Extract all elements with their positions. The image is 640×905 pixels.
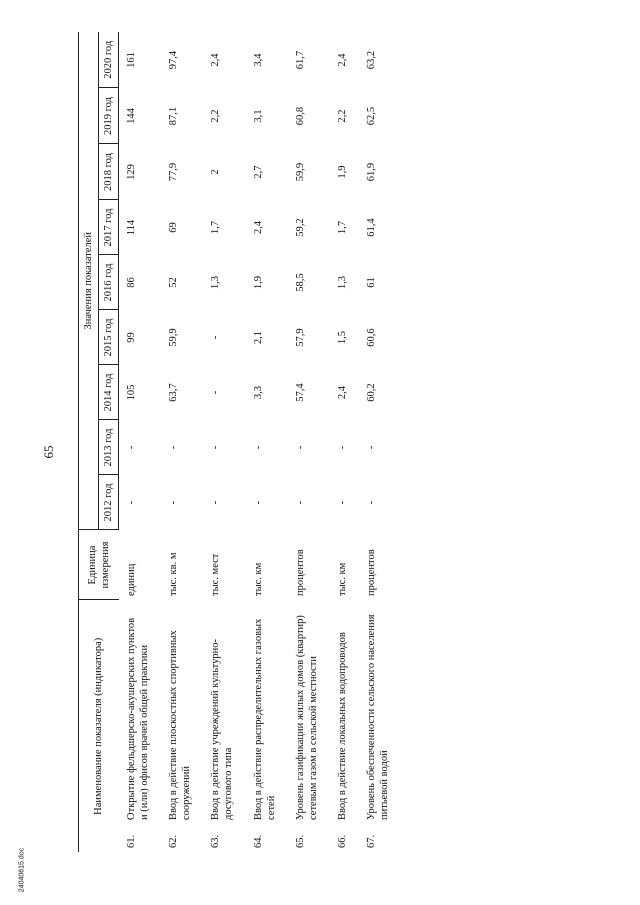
value-cell: - [252,445,264,450]
row-number: 66. [337,834,348,848]
value-cell: 1,9 [252,275,264,290]
value-cell: 86 [126,277,138,288]
value-cell: 57,4 [294,383,306,402]
unit-cell: тыс. км [337,562,348,596]
value-cell: 114 [126,219,138,236]
value-cell: 60,2 [366,383,378,402]
indicator-name: Уровень обеспеченности сельского населения питьевой водой [366,614,391,820]
indicator-name: Ввод в действие локальных водопроводов [337,632,348,820]
value-cell: 2,4 [337,53,348,67]
indicator-name-cell [246,600,288,852]
value-cell: 58,5 [294,273,306,292]
value-cell: 1,3 [210,275,222,290]
header-year: 2013 год [99,420,119,475]
value-cell: 99 [126,332,138,343]
value-cell: 3,1 [252,109,264,123]
header-year: 2014 год [99,365,119,420]
value-cell: 3,4 [252,53,264,67]
value-cell: 2,7 [252,165,264,179]
table-row [246,32,288,852]
value-cell: 59,2 [294,218,306,237]
value-cell: 62,5 [366,106,378,126]
table-row [330,32,359,852]
value-cell: 3,3 [252,385,264,400]
value-cell: 1,3 [337,275,348,290]
value-cell: - [366,445,378,450]
value-cell: 61,7 [294,50,306,70]
value-cell: 2,4 [337,385,348,400]
table-row [288,32,330,852]
value-cell: 2,1 [252,330,264,345]
indicator-name: Ввод в действие плоскостных спортивных сооружений [168,630,193,820]
indicator-name-cell [330,600,359,852]
value-cell: 1,7 [210,220,222,235]
header-year: 2012 год [99,475,119,530]
value-cell: 61,4 [366,218,378,237]
unit-cell: процентов [294,549,306,596]
indicator-name-cell [119,600,161,852]
value-cell: 60,6 [366,328,378,347]
value-cell: - [294,445,306,450]
row-number: 63. [210,834,222,848]
value-cell: 59,9 [168,328,179,347]
value-cell: - [210,335,222,340]
header-year: 2020 год [99,32,119,88]
rotated-table-container [78,32,548,852]
indicator-name: Открытие фельдшерско-акушерских пунктов и (или) офисов врачей общей практики [125,617,150,820]
value-cell: - [210,390,222,395]
header-year: 2019 год [99,88,119,144]
indicator-name-cell [288,600,330,852]
value-cell: 2,4 [252,220,264,235]
value-cell: 2,2 [210,109,222,123]
indicator-name: Уровень газификации жилых домов (квартир) сетевым газом в сельской местности [294,615,319,820]
value-cell: - [126,500,138,505]
indicator-name-cell [359,600,401,852]
value-cell: 69 [168,222,179,233]
value-cell: - [366,500,378,505]
value-cell: - [252,500,264,505]
unit-cell: процентов [366,549,378,596]
row-number: 61. [125,834,137,848]
document-code: 24040615.doc [18,847,26,893]
value-cell: - [337,445,348,450]
value-cell: 61,9 [366,162,378,182]
value-cell: 1,9 [337,165,348,179]
value-cell: 59,9 [294,162,306,182]
value-cell: 1,5 [337,330,348,345]
unit-cell: тыс. мест [210,553,222,596]
value-cell: 97,4 [168,50,179,70]
value-cell: 2 [210,169,222,175]
value-cell: 144 [126,108,138,124]
header-year: 2017 год [99,200,119,255]
value-cell: 87,1 [168,106,179,126]
value-cell: - [168,445,179,450]
indicator-name: Ввод в действие распределительных газовых сетей [252,618,277,820]
value-cell: 60,8 [294,106,306,126]
table-row [359,32,401,852]
value-cell: - [210,500,222,505]
table-row [203,32,245,852]
value-cell: 161 [126,52,138,68]
value-cell: 57,9 [294,328,306,347]
header-year: 2015 год [99,310,119,365]
indicators-table [78,32,401,852]
table-row [119,32,161,852]
row-number: 64. [252,834,264,848]
table-row [161,32,203,852]
page-number: 65 [41,445,56,459]
row-number: 62. [168,834,179,848]
value-cell: - [337,500,348,505]
header-year: 2018 год [99,144,119,200]
value-cell: 63,2 [366,50,378,70]
row-number: 67. [366,834,378,848]
value-cell: - [126,445,138,450]
header-values-group: Значения показателей [79,32,99,530]
value-cell: 1,7 [337,220,348,235]
value-cell: 63,7 [168,383,179,402]
value-cell: 52 [168,277,179,288]
row-number: 65. [294,834,306,848]
value-cell: - [294,500,306,505]
value-cell: 2,2 [337,109,348,123]
indicator-name: Ввод в действие учреждений культурно-досугового типа [210,639,235,820]
value-cell: - [168,500,179,505]
value-cell: 2,4 [210,53,222,67]
value-cell: - [210,445,222,450]
unit-cell: тыс. кв. м [168,552,179,596]
value-cell: 77,9 [168,162,179,182]
value-cell: 105 [126,384,138,401]
indicator-name-cell [203,600,245,852]
value-cell: 61 [366,277,378,288]
header-unit: Единица измерения [79,530,119,600]
indicator-name-cell [161,600,203,852]
unit-cell: единиц [125,563,137,596]
unit-cell: тыс. км [252,562,264,596]
header-year: 2016 год [99,255,119,310]
header-indicator-name: Наименование показателя (индикатора) [79,600,119,852]
value-cell: 129 [126,164,138,180]
